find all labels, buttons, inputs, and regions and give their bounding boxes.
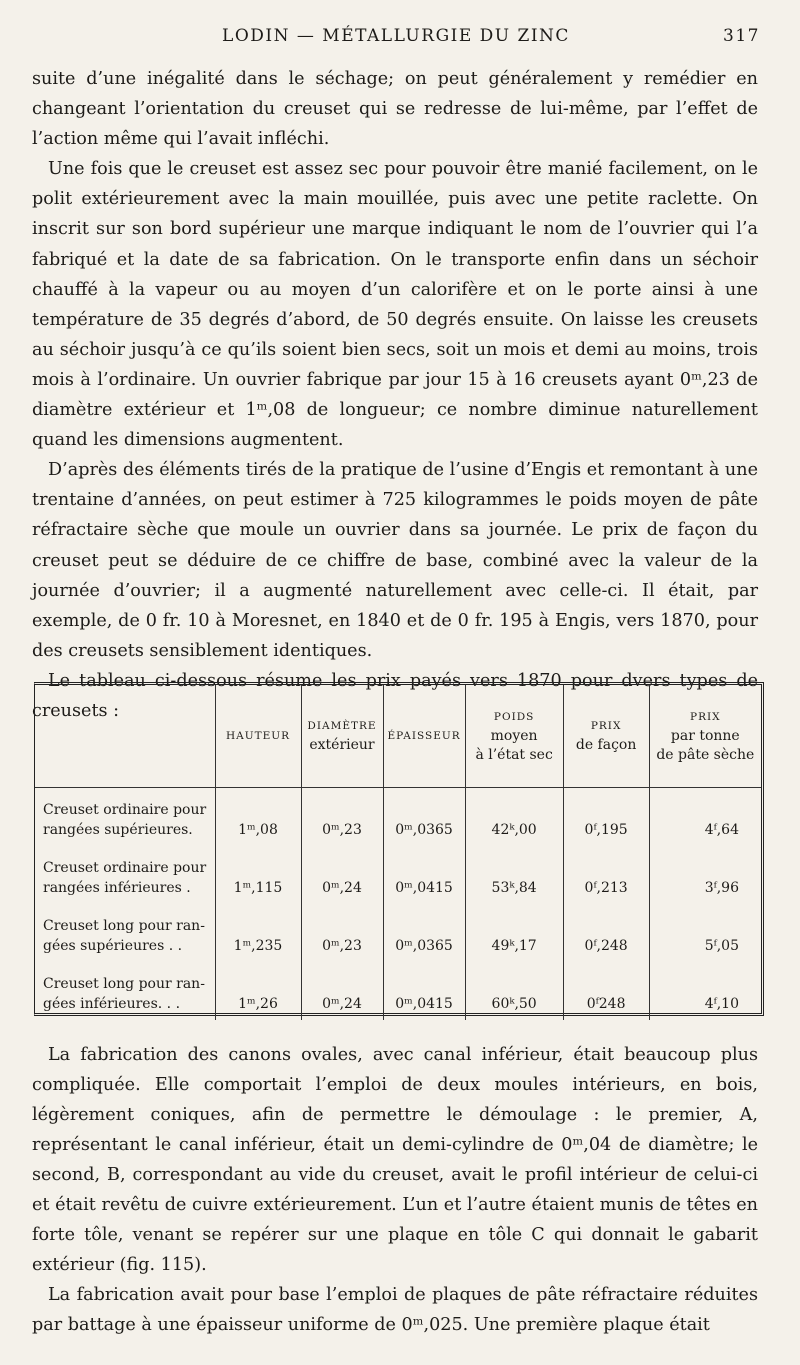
header-diametre-sub: extérieur xyxy=(309,737,375,753)
row-label-line: Creuset ordinaire pour xyxy=(43,802,207,818)
cell-hauteur: 1ᵐ,235 xyxy=(215,904,301,962)
cell-prix-tonne: 4ᶠ,64 xyxy=(704,822,739,838)
cell-hauteur: 1ᵐ,08 xyxy=(215,788,301,847)
cell-prix-facon: 0ᶠ,195 xyxy=(563,788,649,847)
row-label xyxy=(35,962,215,1020)
cell-poids: 42ᵏ,00 xyxy=(465,788,563,847)
row-label-line: Creuset long pour ran- xyxy=(43,976,205,992)
running-header xyxy=(32,26,760,54)
table-header-row xyxy=(35,685,761,788)
cell-epaisseur: 0ᵐ,0365 xyxy=(383,788,465,847)
cell-diametre: 0ᵐ,24 xyxy=(301,962,383,1020)
header-epaisseur xyxy=(383,685,465,788)
cell-prix-facon: 0ᶠ,213 xyxy=(563,846,649,904)
header-blank xyxy=(35,685,215,788)
header-diametre-label: DIAMÈTRE xyxy=(307,720,377,732)
paragraph: D’après des éléments tirés de la pratique de l’usine d’Engis et remontant à une trentaine d’années, on peut estimer à 725 kilogrammes le poids moyen de pâte réfractaire sèche que moule un ouvrier dans sa journée. Le prix de façon du creuset peut se déduire de ce chiffre de base, combiné avec la valeur de la journée d’ouvrier; il a augmenté naturellement avec celle-ci. Il était, par exemple, de 0 fr. 10 à Moresnet, en 1840 et de 0 fr. 195 à Engis, vers 1870, pour des creusets sensiblement identiques. xyxy=(32,460,758,661)
paragraph: La fabrication des canons ovales, avec canal inférieur, était beaucoup plus compliquée. Elle comportait l’emploi de deux moules intérieurs, en bois, légèrement coniques, afin de permettre le démoulage : le premier, A, représentant le canal inférieur, était un demi-cylindre de 0ᵐ,04 de diamètre; le second, B, correspondant au vide du creuset, avait le profil intérieur de celui-ci et était revêtu de cuivre extérieurement. L’un et l’autre étaient munis de têtes en forte tôle, venant se repérer sur une plaque en tôle C qui donnait le gabarit extérieur (fig. 115). xyxy=(32,1045,758,1275)
header-hauteur xyxy=(215,685,301,788)
header-prix-tonne-sub: par tonne xyxy=(670,727,740,744)
body-text-bottom xyxy=(32,1040,758,1340)
page-number: 317 xyxy=(723,26,760,46)
running-title: LODIN — MÉTALLURGIE DU ZINC xyxy=(222,26,570,46)
cell-prix-tonne: 4ᶠ,10 xyxy=(704,996,739,1012)
header-hauteur-label: HAUTEUR xyxy=(225,729,290,742)
cell-prix-facon: 0ᶠ,248 xyxy=(563,904,649,962)
header-prix-facon-sub: de façon xyxy=(575,737,637,753)
paragraph: Une fois que le creuset est assez sec pour pouvoir être manié facilement, on le polit extérieurement avec la main mouillée, puis avec une petite raclette. On inscrit sur son bord supérieur une marque indiquant le nom de l’ouvrier qui l’a fabriqué et la date de sa fabrication. On le transporte enfin dans un séchoir chauffé à la vapeur ou au moyen d’un calorifère et on le porte ainsi à une température de 35 degrés d’abord, de 50 degrés ensuite. On laisse les creusets au séchoir jusqu’à ce qu’ils soient bien secs, soit un mois et demi au moins, trois mois à l’ordinaire. Un ouvrier fabrique par jour 15 à 16 creusets ayant 0ᵐ,23 de diamètre extérieur et 1ᵐ,08 de longueur; ce nombre diminue naturellement quand les dimensions augmentent. xyxy=(32,159,758,451)
cell-epaisseur: 0ᵐ,0365 xyxy=(383,904,465,962)
header-poids-label: POIDS xyxy=(493,710,535,723)
paragraph: Le tableau ci-dessous résume les prix payés vers 1870 pour dvers types de creusets : xyxy=(32,670,758,721)
cell-diametre: 0ᵐ,23 xyxy=(301,904,383,962)
row-label-line: gées supérieures . . xyxy=(43,938,183,954)
paragraph: La fabrication avait pour base l’emploi de plaques de pâte réfractaire réduites par battage à une épaisseur uniforme de 0ᵐ,025. Une première plaque était xyxy=(32,1285,758,1335)
cell-diametre: 0ᵐ,23 xyxy=(301,788,383,847)
header-prix-tonne-sub2: de pâte sèche xyxy=(656,746,755,763)
cell-epaisseur: 0ᵐ,0415 xyxy=(383,846,465,904)
row-label-line: rangées supérieures. xyxy=(43,822,193,838)
header-prix-facon-label: PRIX xyxy=(590,720,622,732)
row-label-line: Creuset ordinaire pour xyxy=(43,860,207,876)
row-label-line: gées inférieures. . . xyxy=(43,996,181,1012)
cell-poids: 53ᵏ,84 xyxy=(465,846,563,904)
header-epaisseur-label: ÉPAISSEUR xyxy=(387,729,461,742)
paragraph: suite d’une inégalité dans le séchage; on peut généralement y remédier en changeant l’orientation du creuset qui se redresse de lui-même, par l’effet de l’action même qui l’avait infléchi. xyxy=(32,69,758,150)
body-text-top xyxy=(32,64,758,726)
cell-hauteur: 1ᵐ,115 xyxy=(215,846,301,904)
price-table xyxy=(34,682,764,1016)
header-diametre xyxy=(301,685,383,788)
row-label xyxy=(35,846,215,904)
cell-prix-tonne: 5ᶠ,05 xyxy=(704,938,739,954)
row-label-line: Creuset long pour ran- xyxy=(43,918,205,934)
cell-diametre: 0ᵐ,24 xyxy=(301,846,383,904)
table-row xyxy=(35,788,761,847)
cell-epaisseur: 0ᵐ,0415 xyxy=(383,962,465,1020)
table-row xyxy=(35,962,761,1020)
row-label-line: rangées inférieures . xyxy=(43,880,191,896)
header-poids-sub: moyen xyxy=(490,727,538,744)
cell-prix-tonne: 3ᶠ,96 xyxy=(704,880,739,896)
cell-poids: 49ᵏ,17 xyxy=(465,904,563,962)
header-poids xyxy=(465,685,563,788)
row-label xyxy=(35,904,215,962)
cell-poids: 60ᵏ,50 xyxy=(465,962,563,1020)
table-row xyxy=(35,904,761,962)
row-label xyxy=(35,788,215,847)
header-prix-facon xyxy=(563,685,649,788)
cell-prix-facon: 0ᶠ248 xyxy=(563,962,649,1020)
header-prix-tonne-label: PRIX xyxy=(690,710,721,723)
header-poids-sub2: à l’état sec xyxy=(475,746,553,763)
cell-hauteur: 1ᵐ,26 xyxy=(215,962,301,1020)
table-row xyxy=(35,846,761,904)
header-prix-tonne xyxy=(649,685,761,788)
